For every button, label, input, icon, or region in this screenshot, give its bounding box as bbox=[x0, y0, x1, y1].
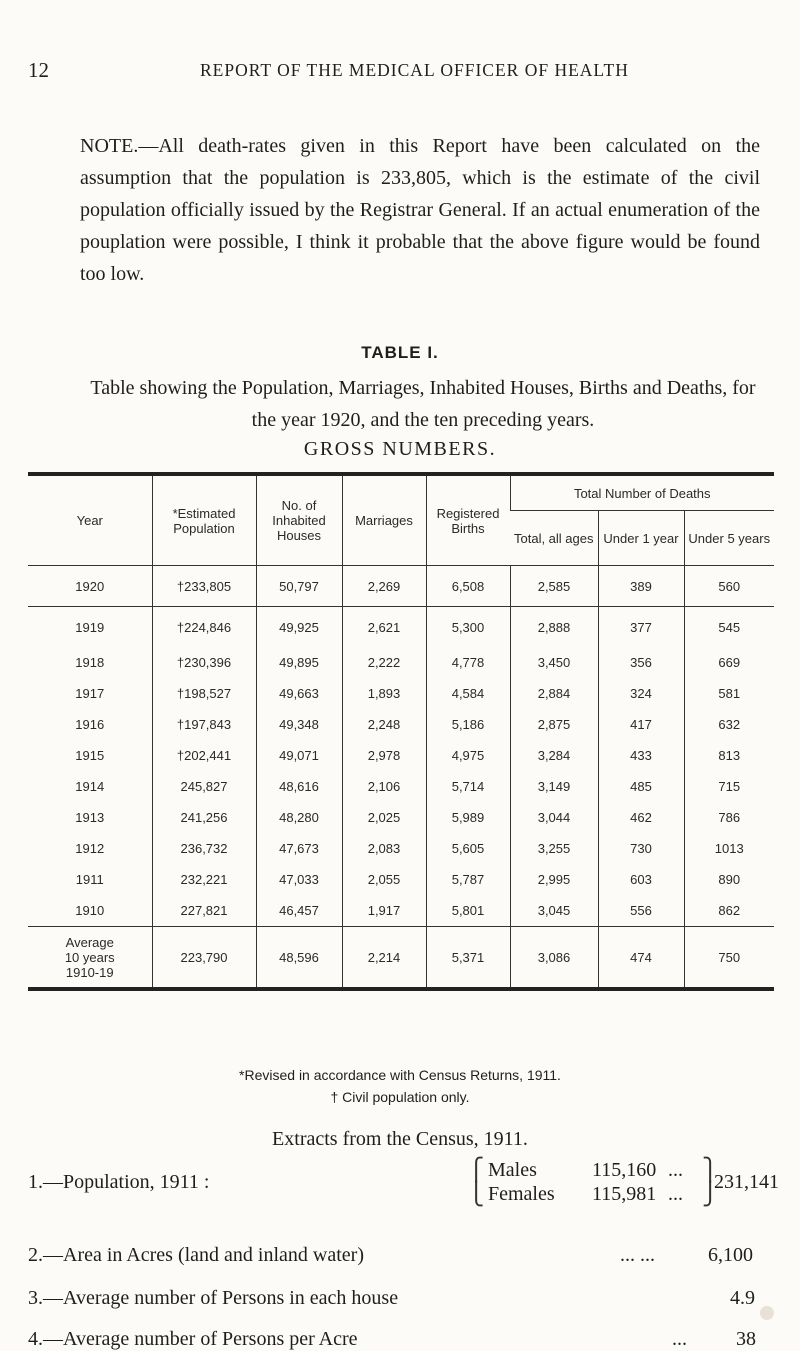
cell-under1: 462 bbox=[598, 802, 684, 833]
cell-houses: 49,348 bbox=[256, 709, 342, 740]
table-row bbox=[28, 895, 774, 927]
cell-under5: 813 bbox=[684, 740, 774, 771]
table-row bbox=[28, 647, 774, 678]
males-label: Males bbox=[488, 1159, 537, 1181]
cell-deaths-all: 3,044 bbox=[510, 802, 598, 833]
leader-dots: ... ... bbox=[620, 1244, 655, 1266]
header-houses: No. of Inhabited Houses bbox=[256, 474, 342, 566]
cell-under5: 545 bbox=[684, 607, 774, 648]
cell-houses: 49,925 bbox=[256, 607, 342, 648]
males-value: 115,160 bbox=[592, 1159, 657, 1181]
cell-population: †198,527 bbox=[152, 678, 256, 709]
cell-population: †233,805 bbox=[152, 566, 256, 607]
cell-deaths-all: 2,888 bbox=[510, 607, 598, 648]
cell-population: †224,846 bbox=[152, 607, 256, 648]
average-line-2: 10 years bbox=[64, 949, 115, 965]
cell-population: 232,221 bbox=[152, 864, 256, 895]
cell-births: 5,186 bbox=[426, 709, 510, 740]
cell-births: 5,605 bbox=[426, 833, 510, 864]
header-year: Year bbox=[76, 513, 103, 528]
cell-houses: 49,895 bbox=[256, 647, 342, 678]
cell-population: 245,827 bbox=[152, 771, 256, 802]
cell-year: 1917 bbox=[75, 686, 105, 701]
cell-houses: 47,673 bbox=[256, 833, 342, 864]
cell-under1: 485 bbox=[598, 771, 684, 802]
cell-houses: 48,596 bbox=[256, 927, 342, 990]
females-label: Females bbox=[488, 1183, 555, 1205]
cell-marriages: 2,621 bbox=[342, 607, 426, 648]
table-row bbox=[28, 833, 774, 864]
cell-marriages: 1,893 bbox=[342, 678, 426, 709]
cell-population: †230,396 bbox=[152, 647, 256, 678]
cell-deaths-all: 3,086 bbox=[510, 927, 598, 990]
area-value: 6,100 bbox=[708, 1244, 753, 1266]
cell-population: †202,441 bbox=[152, 740, 256, 771]
note-paragraph: NOTE.—All death-rates given in this Report have been calculated on the assumption that the population is 233,805, which is the estimate of the civil population officially issued by the Registrar General. If an actual enumeration of the pouplation were possible, I think it probable that the above figure would be found too low. bbox=[80, 135, 760, 285]
cell-deaths-all: 3,284 bbox=[510, 740, 598, 771]
cell-marriages: 2,222 bbox=[342, 647, 426, 678]
footnote-civil: † Civil population only. bbox=[330, 1089, 470, 1105]
cell-deaths-all: 3,255 bbox=[510, 833, 598, 864]
right-brace-bottom: ⎭ bbox=[702, 1181, 719, 1206]
table-row bbox=[28, 566, 774, 607]
cell-houses: 49,663 bbox=[256, 678, 342, 709]
paper-stain bbox=[760, 1306, 774, 1320]
cell-houses: 48,616 bbox=[256, 771, 342, 802]
cell-houses: 49,071 bbox=[256, 740, 342, 771]
cell-deaths-all: 2,884 bbox=[510, 678, 598, 709]
cell-marriages: 2,055 bbox=[342, 864, 426, 895]
average-line-1: Average bbox=[65, 934, 114, 950]
cell-under1: 389 bbox=[598, 566, 684, 607]
cell-population: 236,732 bbox=[152, 833, 256, 864]
cell-births: 4,778 bbox=[426, 647, 510, 678]
cell-under1: 356 bbox=[598, 647, 684, 678]
leader-dots: ... bbox=[668, 1183, 683, 1205]
running-title: REPORT OF THE MEDICAL OFFICER OF HEALTH bbox=[200, 60, 629, 80]
cell-houses: 48,280 bbox=[256, 802, 342, 833]
area-item-label: 2.—Area in Acres (land and inland water) bbox=[28, 1244, 364, 1266]
cell-population: †197,843 bbox=[152, 709, 256, 740]
table-subheading: GROSS NUMBERS. bbox=[303, 438, 497, 460]
cell-under1: 474 bbox=[598, 927, 684, 990]
cell-houses: 47,033 bbox=[256, 864, 342, 895]
persons-per-acre-value: 38 bbox=[736, 1328, 756, 1350]
cell-births: 5,714 bbox=[426, 771, 510, 802]
cell-houses: 46,457 bbox=[256, 895, 342, 927]
leader-dots: ... bbox=[668, 1159, 683, 1181]
cell-year: 1918 bbox=[75, 655, 105, 670]
header-deaths-group: Total Number of Deaths bbox=[510, 474, 774, 511]
cell-births: 5,989 bbox=[426, 802, 510, 833]
cell-houses: 50,797 bbox=[256, 566, 342, 607]
cell-births: 4,975 bbox=[426, 740, 510, 771]
cell-under1: 417 bbox=[598, 709, 684, 740]
cell-under5: 890 bbox=[684, 864, 774, 895]
cell-under5: 1013 bbox=[684, 833, 774, 864]
cell-births: 5,787 bbox=[426, 864, 510, 895]
table-row bbox=[28, 709, 774, 740]
persons-per-acre-label: 4.—Average number of Persons per Acre bbox=[28, 1328, 358, 1350]
cell-year: 1915 bbox=[75, 748, 105, 763]
extracts-heading: Extracts from the Census, 1911. bbox=[272, 1128, 528, 1150]
cell-births: 5,300 bbox=[426, 607, 510, 648]
persons-per-house-label: 3.—Average number of Persons in each house bbox=[28, 1287, 399, 1309]
cell-marriages: 1,917 bbox=[342, 895, 426, 927]
left-brace-bottom: ⎩ bbox=[468, 1181, 485, 1206]
cell-deaths-all: 2,585 bbox=[510, 566, 598, 607]
cell-year: 1916 bbox=[75, 717, 105, 732]
cell-average-label bbox=[28, 927, 152, 990]
cell-under5: 581 bbox=[684, 678, 774, 709]
table-row bbox=[28, 864, 774, 895]
cell-under1: 730 bbox=[598, 833, 684, 864]
cell-under5: 669 bbox=[684, 647, 774, 678]
cell-deaths-all: 3,149 bbox=[510, 771, 598, 802]
cell-under1: 433 bbox=[598, 740, 684, 771]
cell-deaths-all: 3,450 bbox=[510, 647, 598, 678]
cell-under5: 750 bbox=[684, 927, 774, 990]
header-deaths-under5: Under 5 years bbox=[684, 511, 774, 566]
cell-births: 4,584 bbox=[426, 678, 510, 709]
cell-births: 5,801 bbox=[426, 895, 510, 927]
table-row bbox=[28, 802, 774, 833]
cell-year: 1911 bbox=[75, 872, 104, 887]
left-brace-top: ⎧ bbox=[468, 1157, 485, 1182]
right-brace-top: ⎫ bbox=[702, 1157, 719, 1182]
cell-marriages: 2,083 bbox=[342, 833, 426, 864]
average-row bbox=[28, 927, 774, 990]
cell-marriages: 2,248 bbox=[342, 709, 426, 740]
cell-year: 1910 bbox=[75, 903, 105, 918]
header-marriages: Marriages bbox=[342, 474, 426, 566]
females-value: 115,981 bbox=[592, 1183, 657, 1205]
average-line-3: 1910-19 bbox=[65, 964, 114, 980]
cell-under5: 786 bbox=[684, 802, 774, 833]
cell-marriages: 2,978 bbox=[342, 740, 426, 771]
leader-dots: ... bbox=[672, 1328, 687, 1350]
table-caption: Table showing the Population, Marriages, Inhabited Houses, Births and Deaths, for the year 1920, and the ten preceding years. bbox=[90, 377, 756, 431]
cell-births: 6,508 bbox=[426, 566, 510, 607]
cell-marriages: 2,025 bbox=[342, 802, 426, 833]
population-item-label: 1.—Population, 1911 : bbox=[28, 1171, 210, 1193]
cell-under1: 603 bbox=[598, 864, 684, 895]
table-label: TABLE I. bbox=[361, 343, 439, 362]
cell-population: 223,790 bbox=[152, 927, 256, 990]
cell-under5: 560 bbox=[684, 566, 774, 607]
footnote-revised: *Revised in accordance with Census Returns, 1911. bbox=[239, 1067, 561, 1083]
cell-under5: 862 bbox=[684, 895, 774, 927]
table-row bbox=[28, 771, 774, 802]
population-total: 231,141 bbox=[714, 1171, 779, 1193]
cell-marriages: 2,269 bbox=[342, 566, 426, 607]
persons-per-house-value: 4.9 bbox=[730, 1287, 755, 1309]
header-births: Registered Births bbox=[426, 474, 510, 566]
cell-deaths-all: 2,995 bbox=[510, 864, 598, 895]
header-deaths-under1: Under 1 year bbox=[598, 511, 684, 566]
cell-under5: 715 bbox=[684, 771, 774, 802]
header-population: *Estimated Population bbox=[152, 474, 256, 566]
cell-year: 1919 bbox=[28, 607, 152, 648]
cell-under5: 632 bbox=[684, 709, 774, 740]
page-number: 12 bbox=[28, 58, 49, 82]
cell-population: 241,256 bbox=[152, 802, 256, 833]
cell-year: 1912 bbox=[75, 841, 105, 856]
cell-year: 1920 bbox=[28, 566, 152, 607]
header-deaths-all: Total, all ages bbox=[510, 511, 598, 566]
cell-population: 227,821 bbox=[152, 895, 256, 927]
cell-under1: 556 bbox=[598, 895, 684, 927]
cell-deaths-all: 2,875 bbox=[510, 709, 598, 740]
cell-under1: 324 bbox=[598, 678, 684, 709]
cell-under1: 377 bbox=[598, 607, 684, 648]
cell-births: 5,371 bbox=[426, 927, 510, 990]
cell-deaths-all: 3,045 bbox=[510, 895, 598, 927]
table-row bbox=[28, 740, 774, 771]
cell-year: 1914 bbox=[75, 779, 105, 794]
cell-marriages: 2,214 bbox=[342, 927, 426, 990]
cell-marriages: 2,106 bbox=[342, 771, 426, 802]
table-row bbox=[28, 678, 774, 709]
population-table bbox=[28, 472, 774, 991]
cell-year: 1913 bbox=[75, 810, 105, 825]
table-row bbox=[28, 607, 774, 648]
